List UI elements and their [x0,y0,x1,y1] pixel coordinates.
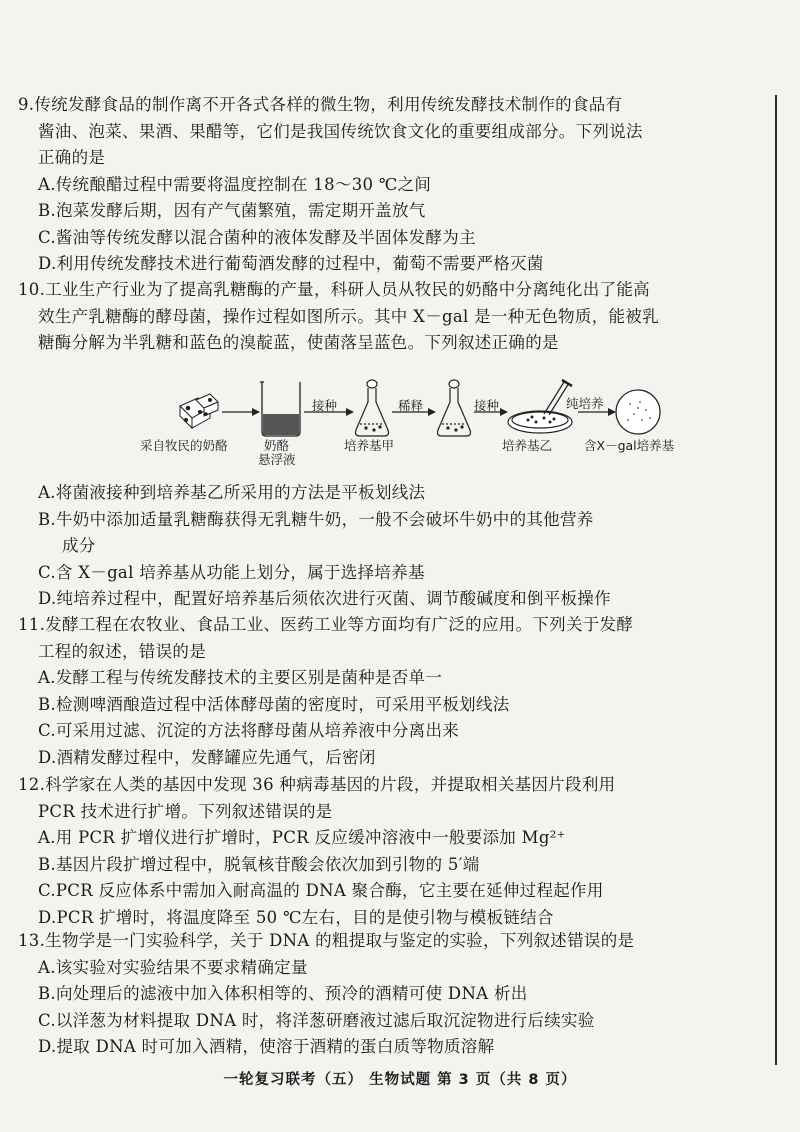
margin-rule [775,95,777,1065]
question-10-options [18,480,770,613]
question-stem-line: 正确的是 [38,148,106,167]
arrow-label-pure-culture: 纯培养 [566,396,604,411]
option-d: D.酒精发酵过程中，发酵罐应先通气，后密闭 [38,747,376,767]
question-stem-line: PCR 技术进行扩增。下列叙述错误的是 [38,801,333,821]
flask-icon [356,380,389,436]
question-stem-line: 10.工业生产行业为了提高乳糖酶的产量，科研人员从牧民的奶酪中分离纯化出了能高 [18,280,650,299]
question-stem-line: 糖酶分解为半乳糖和蓝色的溴靛蓝，使菌落呈蓝色。下列叙述正确的是 [38,333,559,352]
question-9 [18,92,770,278]
option-a: A.该实验对实验结果不要求精确定量 [38,957,308,977]
option-a: A.将菌液接种到培养基乙所采用的方法是平板划线法 [38,483,426,502]
question-stem-line: 工程的叙述，错误的是 [38,641,206,661]
petri-dish-icon [508,411,572,433]
option-d: D.提取 DNA 时可加入酒精，使溶于酒精的蛋白质等物质溶解 [38,1037,495,1056]
medium-b-label: 培养基乙 [502,438,553,453]
suspension-label: 奶酪 [264,438,290,453]
question-stem-line: 9.传统发酵食品的制作离不开各式各样的微生物，利用传统发酵技术制作的食品有 [18,95,623,114]
arrow-label-dilute: 稀释 [398,398,424,413]
medium-a-label: 培养基甲 [344,438,395,453]
option-a: A.用 PCR 扩增仪进行扩增时，PCR 反应缓冲溶液中一般要添加 Mg²⁺ [38,828,566,847]
option-c: C.含 X－gal 培养基从功能上划分，属于选择培养基 [38,562,425,582]
page-footer: 一轮复习联考（五） 生物试题 第 3 页（共 8 页） [223,1072,577,1088]
option-b: B.向处理后的滤液中加入体积相等的、预冷的酒精可使 DNA 析出 [38,984,528,1003]
arrow-label-inoculate: 接种 [474,398,500,413]
question-10 [18,277,770,357]
xgal-medium-label: 含X－gal培养基 [584,438,675,453]
option-a: A.传统酿醋过程中需要将温度控制在 18～30 ℃之间 [38,174,432,194]
experiment-flow-diagram [140,378,680,467]
option-b: B.泡菜发酵后期，因有产气菌繁殖，需定期开盖放气 [38,201,426,220]
option-b: B.检测啤酒酿造过程中活体酵母菌的密度时，可采用平板划线法 [38,694,510,714]
question-stem-line: 酱油、泡菜、果酒、果醋等，它们是我国传统饮食文化的重要组成部分。下列说法 [38,121,643,141]
cheese-label: 采自牧民的奶酪 [140,438,228,453]
suspension-label: 悬浮液 [258,452,296,467]
option-c: C.酱油等传统发酵以混合菌种的液体发酵及半固体发酵为主 [38,227,476,247]
option-c: C.可采用过滤、沉淀的方法将酵母菌从培养液中分离出来 [38,721,460,740]
question-12 [18,772,770,931]
option-d: D.PCR 扩增时，将温度降至 50 ℃左右，目的是使引物与模板链结合 [38,907,554,927]
question-11 [18,612,770,771]
option-c: C.PCR 反应体系中需加入耐高温的 DNA 聚合酶，它主要在延伸过程起作用 [38,881,604,900]
question-stem-line: 13.生物学是一门实验科学，关于 DNA 的粗提取与鉴定的实验，下列叙述错误的是 [18,931,635,950]
arrow-label-inoculate: 接种 [312,398,338,413]
xgal-plate-icon [616,390,660,434]
option-d: D.纯培养过程中，配置好培养基后须依次进行灭菌、调节酸碱度和倒平板操作 [38,589,611,608]
question-stem-line: 11.发酵工程在农牧业、食品工业、医药工业等方面均有广泛的应用。下列关于发酵 [18,615,634,634]
option-a: A.发酵工程与传统发酵技术的主要区别是菌种是否单一 [38,668,443,687]
question-stem-line: 12.科学家在人类的基因中发现 36 种病毒基因的片段，并提取相关基因片段利用 [18,775,616,794]
option-b: B.基因片段扩增过程中，脱氧核苷酸会依次加到引物的 5′端 [38,854,480,874]
option-c: C.以洋葱为材料提取 DNA 时，将洋葱研磨液过滤后取沉淀物进行后续实验 [38,1010,595,1030]
flask-icon [438,380,471,436]
option-b-continued: 成分 [62,536,96,555]
question-stem-line: 效生产乳糖酶的酵母菌，操作过程如图所示。其中 X－gal 是一种无色物质，能被乳 [38,306,659,326]
cheese-icon [180,394,218,428]
beaker-icon [260,382,300,436]
question-13 [18,928,770,1061]
option-d: D.利用传统发酵技术进行葡萄酒发酵的过程中，葡萄不需要严格灭菌 [38,254,544,273]
option-b: B.牛奶中添加适量乳糖酶获得无乳糖牛奶，一般不会破坏牛奶中的其他营养 [38,509,594,529]
